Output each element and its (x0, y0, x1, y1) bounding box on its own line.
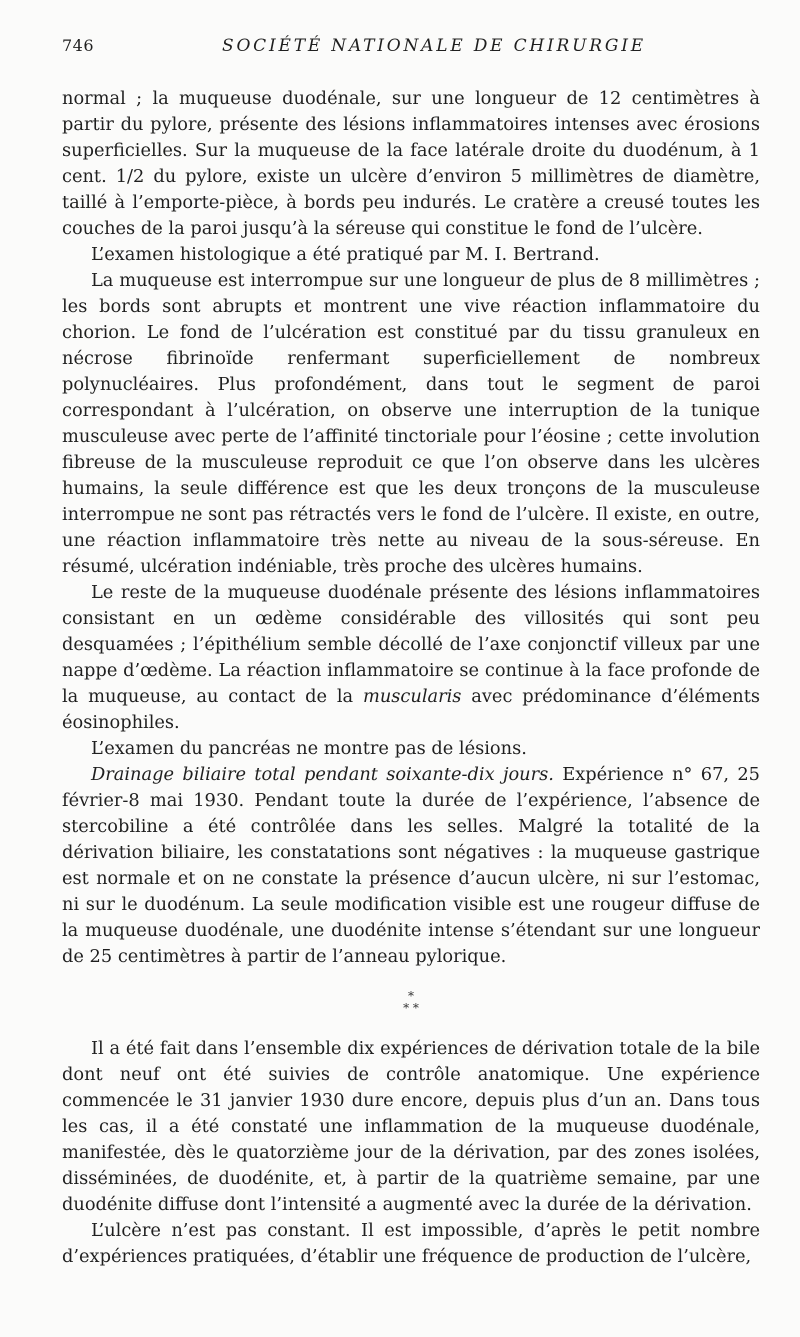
paragraphs-after-separator (62, 1036, 760, 1270)
paragraph (62, 242, 760, 268)
italic-text: muscularis (362, 686, 462, 707)
paragraph (62, 1218, 760, 1270)
paragraph-text: normal ; la muqueuse duodénale, sur une longueur de 12 centimètres à partir du pylore, présente des lésions inflammatoires intenses avec érosions superficielles. Sur la muqueuse de la face latérale droite du duodénum, à 1 cent. 1/2 du pylore, existe un ulcère d’environ 5 millimètres de diamètre, taillé à l’emporte-pièce, à bords peu indurés. Le cratère a creusé toutes les couches de la paroi jusqu’à la séreuse qui constitue le fond de l’ulcère. (62, 88, 760, 239)
paragraph-text: Il a été fait dans l’ensemble dix expériences de dérivation totale de la bile dont neuf ont été suivies de contrôle anatomique. Une expérience commencée le 31 janvier 1930 dure encore, depuis plus d’un an. Dans tous les cas, il a été constaté une inflammation de la muqueuse duodénale, manifestée, dès le quatorzième jour de la dérivation, par des zones isolées, disséminées, de duodénite, et, à partir de la quatrième semaine, par une duodénite diffuse dont l’intensité a augmenté avec la durée de la dérivation. (62, 1038, 760, 1215)
paragraphs-before-separator (62, 86, 760, 970)
body-text (62, 86, 760, 1270)
section-separator (62, 990, 760, 1014)
page-number: 746 (62, 36, 95, 55)
paragraph (62, 580, 760, 736)
paragraph (62, 1036, 760, 1218)
paragraph (62, 268, 760, 580)
paragraph (62, 762, 760, 970)
paragraph-text: La muqueuse est interrompue sur une longueur de plus de 8 millimètres ; les bords sont abrupts et montrent une vive réaction inflammatoire du chorion. Le fond de l’ulcération est constitué par du tissu granuleux en nécrose fibrinoïde renfermant superficiellement de nombreux polynucléaires. Plus profondément, dans tout le segment de paroi correspondant à l’ulcération, on observe une interruption de la tunique musculeuse avec perte de l’affinité tinctoriale pour l’éosine ; cette involution fibreuse de la musculeuse reproduit ce que l’on observe dans les ulcères humains, la seule différence est que les deux tronçons de la musculeuse interrompue ne sont pas rétractés vers le fond de l’ulcère. Il existe, en outre, une réaction inflammatoire très nette au niveau de la sous-séreuse. En résumé, ulcération indéniable, très proche des ulcères humains. (62, 270, 760, 577)
paragraph-text: Expérience n° 67, 25 février-8 mai 1930. Pendant toute la durée de l’expérience, l’absence de stercobiline a été contrôlée dans les selles. Malgré la totalité de la dérivation biliaire, les constatations sont négatives : la muqueuse gastrique est normale et on ne constate la présence d’aucun ulcère, ni sur l’estomac, ni sur le duodénum. La seule modification visible est une rougeur diffuse de la muqueuse duodénale, une duodénite intense s’étendant sur une longueur de 25 centimètres à partir de l’anneau pylorique. (62, 764, 760, 967)
paragraph-text: L’examen histologique a été pratiqué par M. I. Bertrand. (91, 244, 600, 265)
paragraph-text: L’examen du pancréas ne montre pas de lésions. (91, 738, 527, 759)
running-title: SOCIÉTÉ NATIONALE DE CHIRURGIE (222, 36, 646, 56)
paragraph-text: L’ulcère n’est pas constant. Il est impossible, d’après le petit nombre d’expériences pratiquées, d’établir une fréquence de production de l’ulcère, (62, 1220, 760, 1267)
paragraph-text: avec prédominance d’éléments éosinophiles. (62, 686, 760, 733)
paragraph (62, 736, 760, 762)
paragraph-text: Le reste de la muqueuse duodénale présente des lésions inflammatoires consistant en un œdème considérable des villosités qui sont peu desquamées ; l’épithélium semble décollé de l’axe conjonctif villeux par une nappe d’œdème. La réaction inflammatoire se continue à la face profonde de la muqueuse, au contact de la (62, 582, 760, 707)
paragraph (62, 86, 760, 242)
separator-stars-bottom: * * (403, 1001, 419, 1015)
page-header (62, 36, 760, 66)
italic-text: Drainage biliaire total pendant soixante-dix jours. (91, 764, 554, 785)
separator-star-top: * (408, 989, 414, 1003)
